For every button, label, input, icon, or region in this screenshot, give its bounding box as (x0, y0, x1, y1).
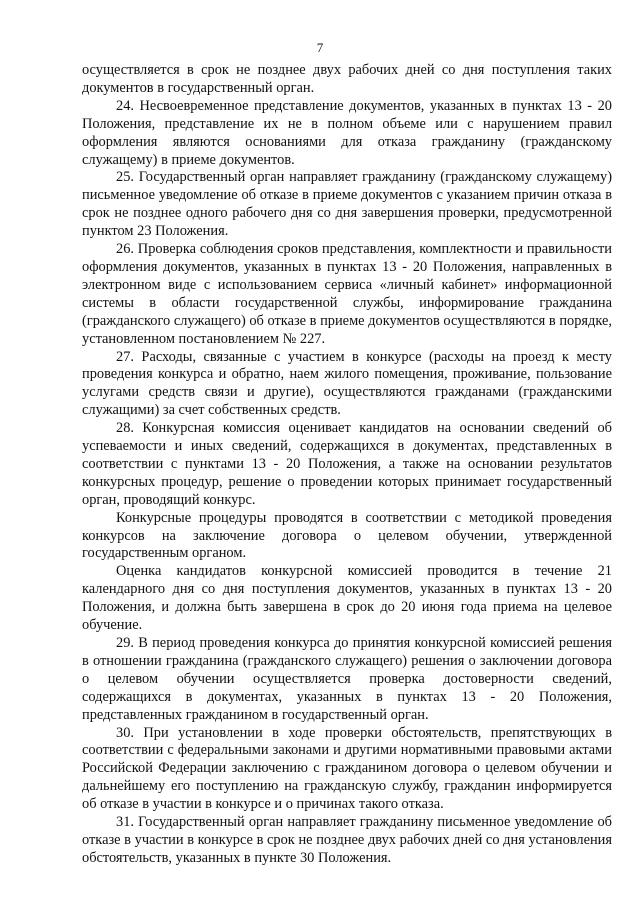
paragraph-clause-28-procedures: Конкурсные процедуры проводятся в соответствии с методикой проведения конкурсов на заключение договора о целевом обучении, утвержденной государственным органом. (82, 509, 612, 562)
paragraph-clause-31: 31. Государственный орган направляет гражданину письменное уведомление об отказе в участии в конкурсе в срок не позднее двух рабочих дней со дня установления обстоятельств, указанных в пункте 30 Положения. (82, 814, 612, 866)
paragraph-clause-28-evaluation: Оценка кандидатов конкурсной комиссией проводится в течение 21 календарного дня со дня поступления документов, указанных в пунктах 13 - 20 Положения, и должна быть завершена в срок до 20 июня года приема на целевое обучение. (82, 563, 612, 634)
paragraph-clause-26: 26. Проверка соблюдения сроков представления, комплектности и правильности оформления документов, указанных в пунктах 13 - 20 Положения, направленных в электронном виде с использованием сервиса «личный кабинет» информационной системы в области государственной службы, информирование гражданина (гражданского служащего) об отказе в приеме документов осуществляются в порядке, установленном постановлением № 227. (82, 241, 612, 347)
paragraph-continuation: осуществляется в срок не позднее двух рабочих дней со дня поступления таких документов в государственный орган. (82, 62, 612, 96)
paragraph-clause-27: 27. Расходы, связанные с участием в конкурсе (расходы на проезд к месту проведения конкурса и обратно, наем жилого помещения, проживание, пользование услугами средств связи и другие), осуществляются гражданами (гражданскими служащими) за счет собственных средств. (82, 348, 612, 419)
paragraph-clause-25: 25. Государственный орган направляет гражданину (гражданскому служащему) письменное уведомление об отказе в приеме документов с указанием причин отказа в срок не позднее одного рабочего дня со дня завершения проверки, предусмотренной пунктом 23 Положения. (82, 169, 612, 240)
paragraph-clause-28: 28. Конкурсная комиссия оценивает кандидатов на основании сведений об успеваемости и иных сведений, содержащихся в документах, представленных в соответствии с пунктами 13 - 20 Положения, а также на основании результатов конкурсных процедур, решение о проведении которых принимает государственный орган, проводящий конкурс. (82, 420, 612, 508)
document-body (82, 62, 612, 868)
page-number: 7 (316, 40, 324, 55)
paragraph-clause-30: 30. При установлении в ходе проверки обстоятельств, препятствующих в соответствии с федеральными законами и другими нормативными правовыми актами Российской Федерации заключению с гражданином договора о целевом обучении и дальнейшему его поступлению на гражданскую службу, гражданин информируется об отказе в участии в конкурсе и о причинах такого отказа. (82, 724, 612, 813)
paragraph-clause-24: 24. Несвоевременное представление документов, указанных в пунктах 13 - 20 Положения, представление их не в полном объеме или с нарушением правил оформления являются основаниями для отказа гражданину (гражданскому служащему) в приеме документов. (82, 97, 612, 168)
paragraph-clause-29: 29. В период проведения конкурса до принятия конкурсной комиссией решения в отношении гражданина (гражданского служащего) решения о заключении договора о целевом обучении осуществляется проверка достоверности сведений, содержащихся в документах, указанных в пунктах 13 - 20 Положения, представленных гражданином в государственный орган. (82, 635, 612, 723)
